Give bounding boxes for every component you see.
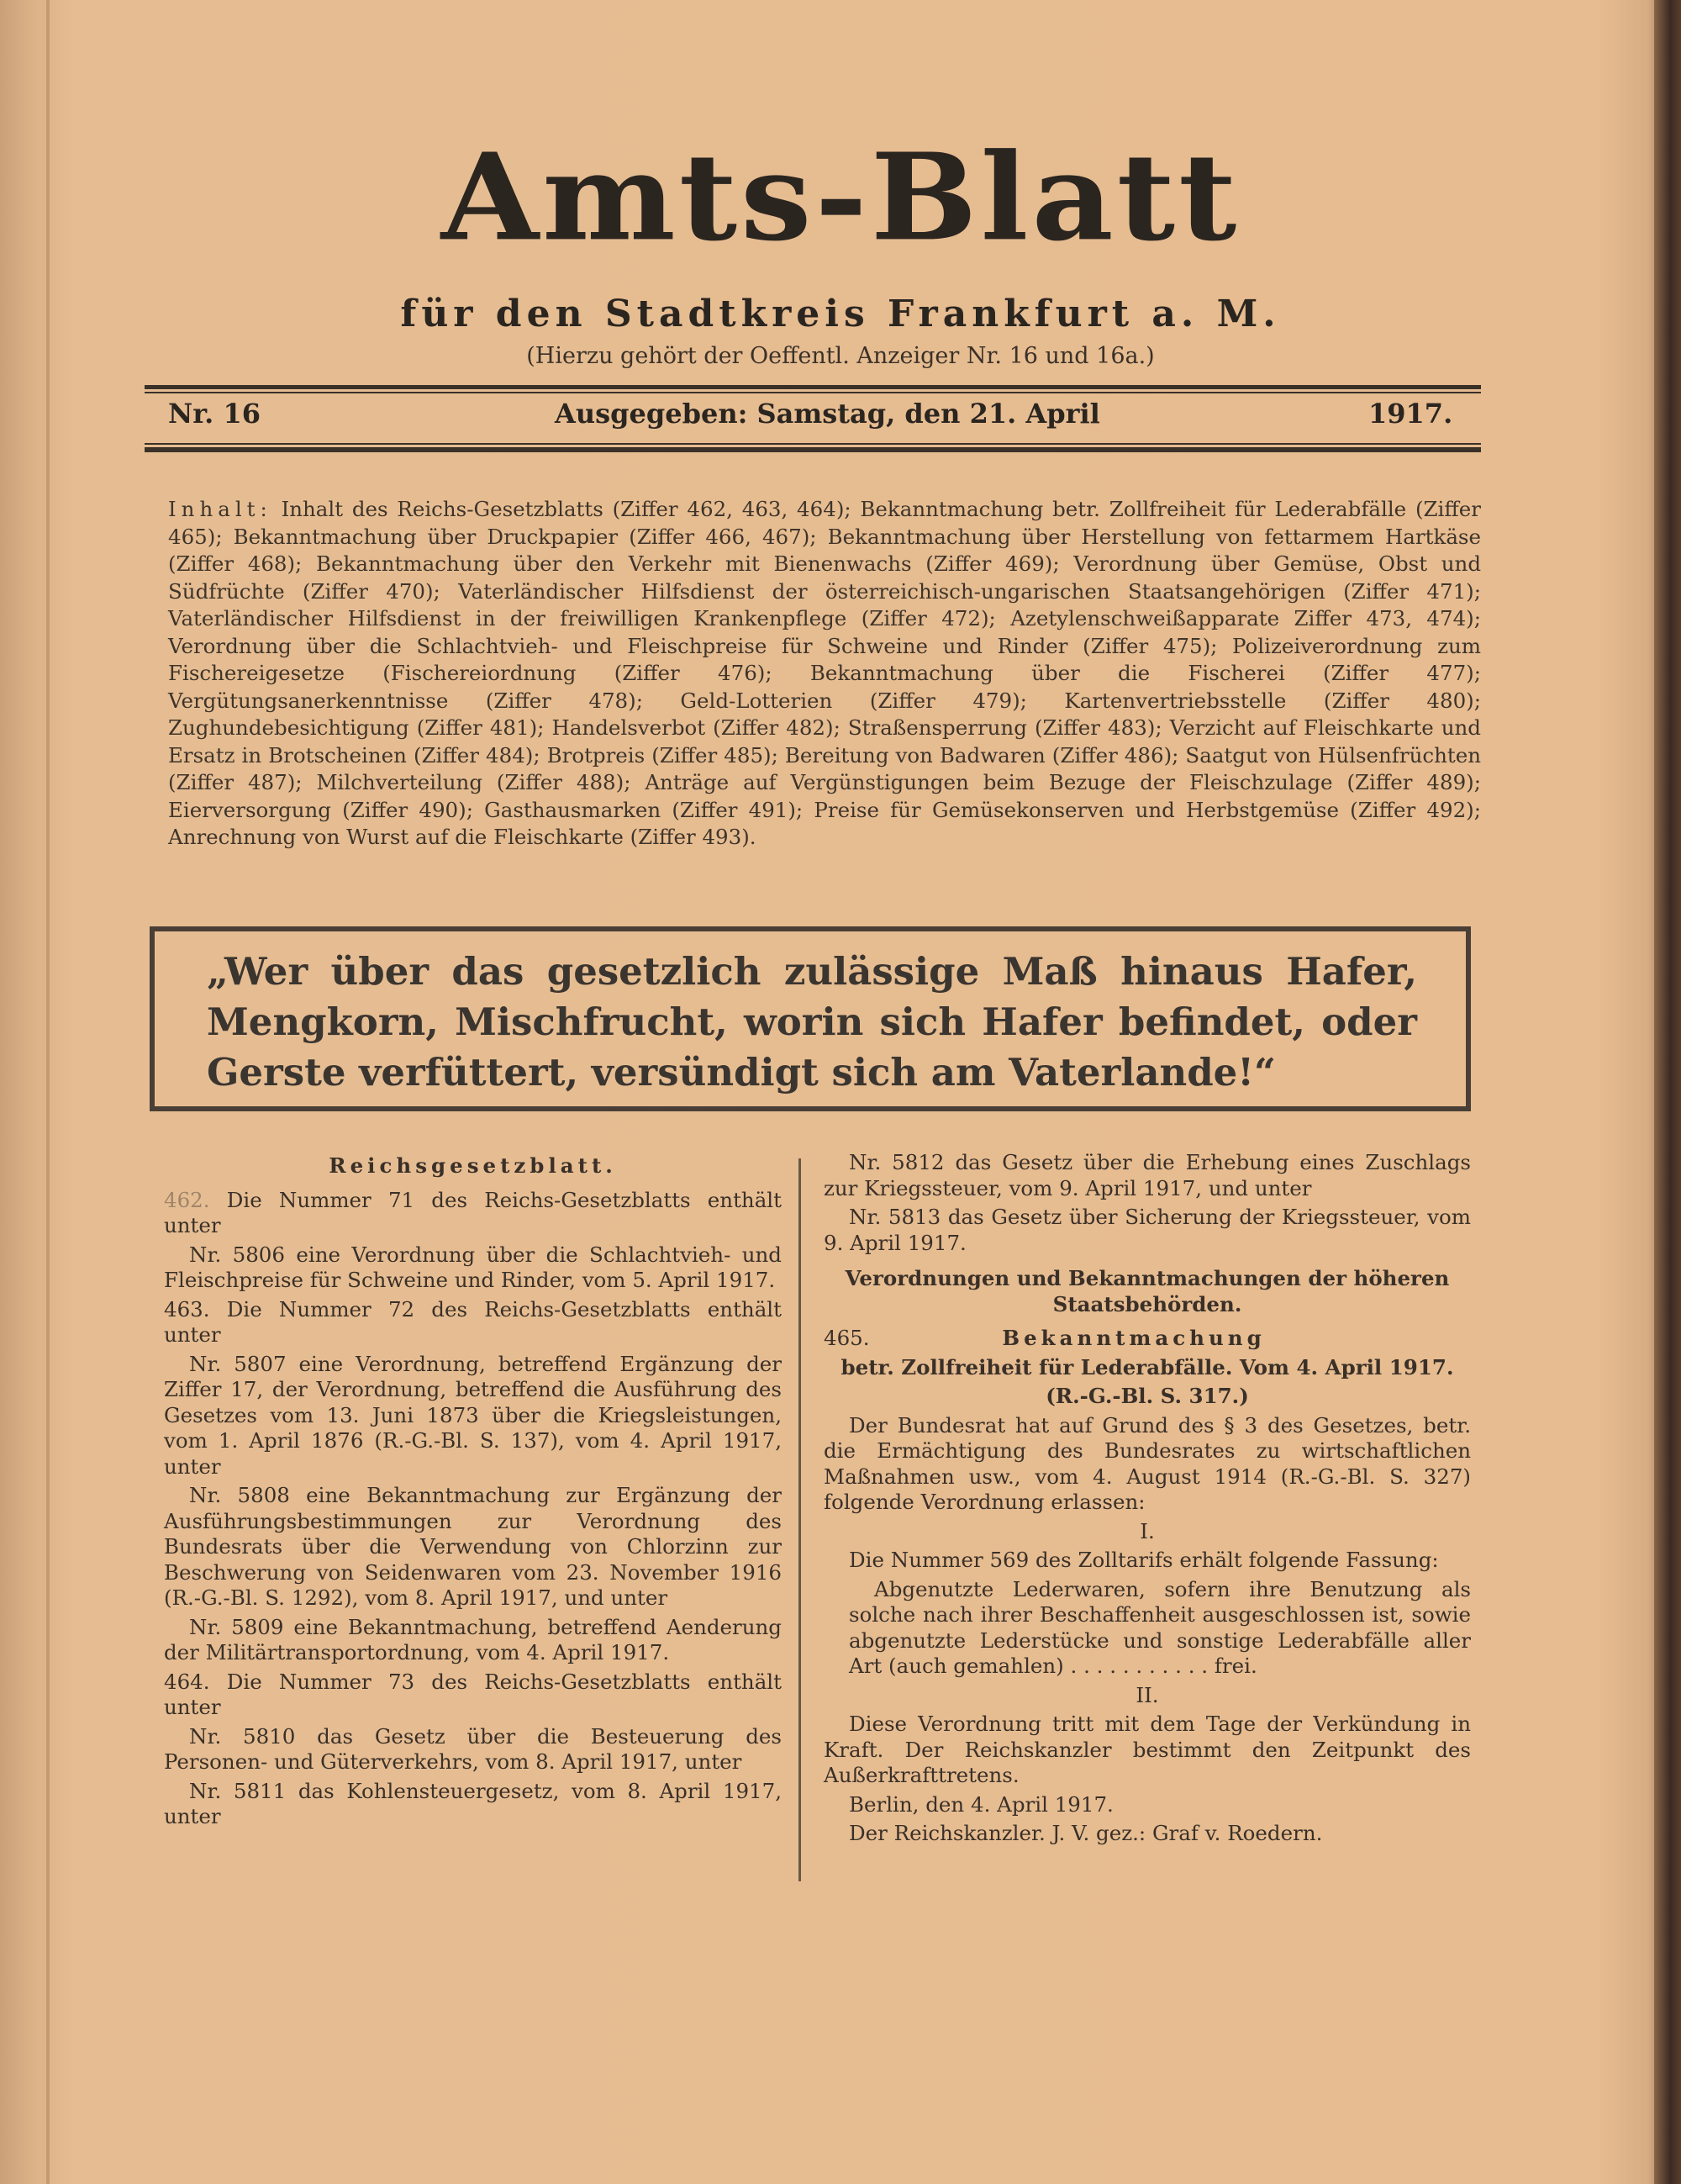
section-462-text: Die Nummer 71 des Reichs-Gesetzblatts enthält unter bbox=[164, 1187, 782, 1237]
section-465-number: 465. bbox=[824, 1326, 870, 1350]
section-465-reference: (R.-G.-Bl. S. 317.) bbox=[1046, 1384, 1249, 1408]
slogan-text: „Wer über das gesetzlich zulässige Maß hinaus Hafer, Mengkorn, Mischfrucht, worin sich Hafer befindet, oder Gerste verfüttert, versündigt sich am Vaterlande!“ bbox=[207, 949, 1417, 1095]
section-464 bbox=[164, 1670, 782, 1721]
issue-number: Nr. 16 bbox=[168, 398, 261, 430]
page-edge bbox=[1654, 0, 1681, 2184]
table-of-contents bbox=[168, 496, 1481, 852]
section-462-item: Nr. 5806 eine Verordnung über die Schlachtvieh- und Fleischpreise für Schweine und Rinder, vom 5. April 1917. bbox=[164, 1242, 782, 1292]
bottom-rule-thin bbox=[145, 443, 1481, 445]
section-465-subtitle: betr. Zollfreiheit für Lederabfälle. Vom 4. April 1917. bbox=[840, 1354, 1454, 1380]
section-463 bbox=[164, 1297, 782, 1348]
section-465-intro: Der Bundesrat hat auf Grund des § 3 des Gesetzes, betr. die Ermächtigung des Bundesrates zu wirtschaftlichen Maßnahmen usw., vom 4. August 1914 (R.-G.-Bl. S. 327) folgende Verordnung erlassen: bbox=[824, 1412, 1471, 1514]
bottom-rule bbox=[145, 447, 1481, 452]
masthead-subtitle: für den Stadtkreis Frankfurt a. M. bbox=[400, 293, 1281, 335]
section-463-item-3: Nr. 5809 eine Bekanntmachung, betreffend Aenderung der Militärtransportordnung, vom 4. April 1917. bbox=[164, 1614, 782, 1664]
column-divider bbox=[798, 1158, 801, 1881]
issue-date: Ausgegeben: Samstag, den 21. April bbox=[555, 398, 1100, 430]
signature: Der Reichskanzler. J. V. gez.: Graf v. Roedern. bbox=[849, 1821, 1323, 1845]
section-465-title: Bekanntmachung bbox=[1002, 1326, 1266, 1350]
masthead-title: Amts-Blatt bbox=[440, 127, 1241, 268]
section-463-item-1: Nr. 5807 eine Verordnung, betreffend Ergänzung der Ziffer 17, der Verordnung, betreffend die Ausführung des Gesetzes vom 13. Juni 1873 über die Kriegsleistungen, vom 1. April 1876 (R.-G.-Bl. S. 137), vom 4. April 1917, unter bbox=[164, 1351, 782, 1479]
section-462-number: 462. bbox=[164, 1187, 210, 1212]
contents-text: Inhalt des Reichs-Gesetzblatts (Ziffer 462, 463, 464); Bekanntmachung betr. Zollfreiheit für Lederabfälle (Ziffer 465); Bekanntmachung über Druckpapier (Ziffer 466, 467); Bekanntmachung über Herstellung von fettarmem Hartkäse (Ziffer 468); Bekanntmachung über den Verkehr mit Bienenwachs (Ziffer 469); Verordnung über Gemüse, Obst und Südfrüchte (Ziffer 470); Vaterländischer Hilfsdienst der österreichisch-ungarischen Staatsangehörigen (Ziffer 471); Vaterländischer Hilfsdienst in der freiwilligen Krankenpflege (Ziffer 472); Azetylenschweißapparate Ziffer 473, 474); Verordnung über die Schlachtvieh- und Fleischpreise für Schweine und Rinder (Ziffer 475); Polizeiverordnung zum Fischereigesetze (Fischereiordnung (Ziffer 476); Bekanntmachung über die Fischerei (Ziffer 477); Vergütungsanerkenntnisse (Ziffer 478); Geld-Lotterien (Ziffer 479); Kartenvertriebsstelle (Ziffer 480); Zughundebesichtigung (Ziffer 481); Handelsverbot (Ziffer 482); Straßensperrung (Ziffer 483); Verzicht auf Fleischkarte und Ersatz in Brotscheinen (Ziffer 484); Brotpreis (Ziffer 485); Bereitung von Badwaren (Ziffer 486); Saatgut von Hülsenfrüchten (Ziffer 487); Milchverteilung (Ziffer 488); Anträge auf Vergünstigungen beim Bezuge der Fleischzulage (Ziffer 489); Eierversorgung (Ziffer 490); Gasthausmarken (Ziffer 491); Preise für Gemüsekonserven und Herbstgemüse (Ziffer 492); Anrechnung von Wurst auf die Fleischkarte (Ziffer 493). bbox=[168, 497, 1481, 849]
section-463-number: 463. bbox=[164, 1296, 210, 1321]
section-I-text: Die Nummer 569 des Zolltarifs erhält folgende Fassung: bbox=[849, 1548, 1439, 1572]
slogan-box bbox=[150, 926, 1471, 1111]
place-date: Berlin, den 4. April 1917. bbox=[849, 1791, 1114, 1817]
section-464-number: 464. bbox=[164, 1669, 210, 1694]
section-I-label: I. bbox=[1140, 1518, 1155, 1543]
section-II-text: Diese Verordnung tritt mit dem Tage der Verkündung in Kraft. Der Reichskanzler bestimmt den Zeitpunkt des Außerkrafttretens. bbox=[824, 1712, 1471, 1787]
section-I-quote: Abgenutzte Lederwaren, sofern ihre Benutzung als solche nach ihrer Beschaffenheit ausgeschlossen ist, sowie abgenutzte Lederstücke und sonstige Lederabfälle aller Art (auch gemahlen) . . . . . . . . . . . frei. bbox=[849, 1576, 1471, 1678]
right-item-2: Nr. 5813 das Gesetz über Sicherung der Kriegssteuer, vom 9. April 1917. bbox=[824, 1205, 1471, 1255]
authorities-heading: Verordnungen und Bekanntmachungen der höheren Staatsbehörden. bbox=[845, 1266, 1450, 1316]
section-464-text: Die Nummer 73 des Reichs-Gesetzblatts enthält unter bbox=[164, 1669, 782, 1719]
reichsgesetzblatt-heading: Reichsgesetzblatt. bbox=[329, 1153, 617, 1178]
left-column bbox=[164, 1150, 782, 1833]
issue-row bbox=[168, 398, 1462, 436]
section-464-item-1: Nr. 5810 das Gesetz über die Besteuerung des Personen- und Güterverkehrs, vom 8. April 1917, unter bbox=[164, 1723, 782, 1774]
top-rule-thin bbox=[145, 392, 1481, 393]
right-item-1: Nr. 5812 das Gesetz über die Erhebung eines Zuschlags zur Kriegssteuer, vom 9. April 1917, und unter bbox=[824, 1150, 1471, 1200]
issue-year: 1917. bbox=[1368, 398, 1453, 430]
section-463-text: Die Nummer 72 des Reichs-Gesetzblatts enthält unter bbox=[164, 1296, 782, 1347]
section-II-label: II. bbox=[1136, 1682, 1159, 1707]
right-column bbox=[824, 1150, 1471, 1850]
section-465-title-row bbox=[824, 1326, 1471, 1352]
masthead-note: (Hierzu gehört der Oeffentl. Anzeiger Nr. 16 und 16a.) bbox=[526, 343, 1155, 369]
section-462 bbox=[164, 1188, 782, 1239]
section-463-item-2: Nr. 5808 eine Bekanntmachung zur Ergänzung der Ausführungsbestimmungen zur Verordnung des Bundesrats über die Verwendung von Chlorzinn zur Beschwerung von Seidenwaren vom 23. November 1916 (R.-G.-Bl. S. 1292), vom 8. April 1917, und unter bbox=[164, 1483, 782, 1610]
binding-gutter bbox=[46, 0, 50, 2184]
contents-label: Inhalt: bbox=[168, 497, 272, 521]
top-rule bbox=[145, 385, 1481, 389]
section-464-item-2: Nr. 5811 das Kohlensteuergesetz, vom 8. April 1917, unter bbox=[164, 1778, 782, 1828]
